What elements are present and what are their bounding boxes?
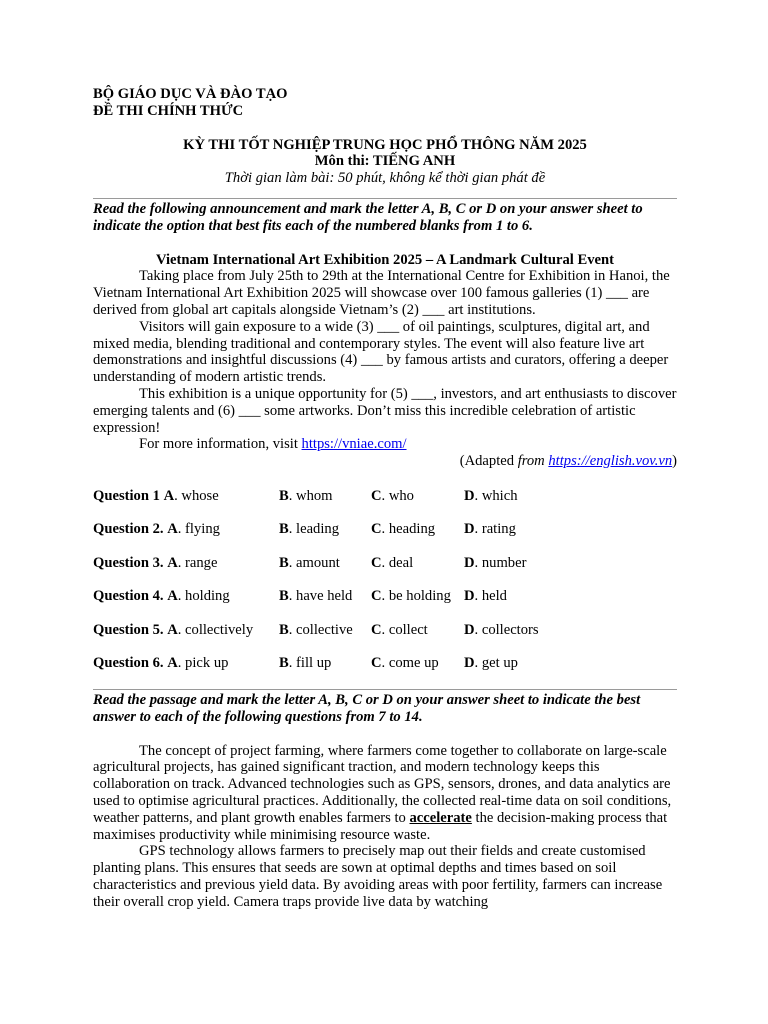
option-b: B. collective xyxy=(279,621,353,638)
announcement-paragraph: Taking place from July 25th to 29th at the International Centre for Exhibition in Hanoi, the Vietnam International Art Exhibition 2025 will showcase over 100 famous galleries (1) ___ are derived from global art capitals alongside Vietnam’s (2) ___ art institutions. xyxy=(93,268,670,318)
source-open: (Adapted xyxy=(459,453,518,470)
option-letter: A xyxy=(167,554,178,571)
question-label: Question 1 xyxy=(93,487,160,504)
option-letter: A xyxy=(167,655,178,672)
option-b: B. have held xyxy=(279,588,353,605)
option-a: Question 3. A. range xyxy=(93,554,218,571)
option-letter: A xyxy=(167,588,178,605)
option-a: Question 5. A. collectively xyxy=(93,621,254,638)
option-c: C. come up xyxy=(371,655,439,672)
section1-instruction: Read the following announcement and mark the letter A, B, C or D on your answer sheet to indicate the option that best fits each of the numbered blanks from 1 to 6. xyxy=(93,200,643,234)
option-c: C. be holding xyxy=(371,588,451,605)
option-letter: B xyxy=(279,655,289,672)
option-letter: D xyxy=(464,487,475,504)
question-label: Question 3. xyxy=(93,554,164,571)
option-c: C. heading xyxy=(371,521,436,538)
option-text: holding xyxy=(185,588,230,605)
option-text: fill up xyxy=(296,655,332,672)
exam-subject: Môn thi: TIẾNG ANH xyxy=(314,153,456,170)
option-c: C. collect xyxy=(371,621,428,638)
option-letter: D xyxy=(464,554,475,571)
exam-page xyxy=(93,86,677,911)
option-text: whom xyxy=(296,487,333,504)
passage-paragraph xyxy=(93,743,677,844)
question-label: Question 5. xyxy=(93,621,164,638)
option-d: D. number xyxy=(464,554,527,571)
option-d: D. held xyxy=(464,588,507,605)
option-text: get up xyxy=(481,655,518,672)
option-letter: A xyxy=(167,621,178,638)
question-row xyxy=(93,655,677,689)
option-a: Question 1 A. whose xyxy=(93,487,219,504)
option-b: B. fill up xyxy=(279,655,332,672)
option-letter: B xyxy=(279,588,289,605)
passage-text: the decision-making process that maximises productivity while minimising resource waste. xyxy=(93,809,668,843)
option-a: Question 6. A. pick up xyxy=(93,655,229,672)
announcement-title: Vietnam International Art Exhibition 2025 – A Landmark Cultural Event xyxy=(156,251,614,268)
option-text: who xyxy=(388,487,414,504)
option-c: C. deal xyxy=(371,554,414,571)
option-letter: C xyxy=(371,487,382,504)
option-text: collectively xyxy=(185,621,254,638)
question-row xyxy=(93,622,677,656)
question-row xyxy=(93,588,677,622)
more-info-line xyxy=(93,436,677,453)
option-letter: D xyxy=(464,655,475,672)
option-letter: D xyxy=(464,588,475,605)
option-text: deal xyxy=(388,554,414,571)
section2-instruction: Read the passage and mark the letter A, B, C or D on your answer sheet to indicate the best answer to each of the following questions from 7 to 14. xyxy=(93,691,641,725)
option-letter: B xyxy=(279,487,289,504)
more-info-text: For more information, visit xyxy=(139,436,302,453)
option-b: B. amount xyxy=(279,554,340,571)
option-letter: D xyxy=(464,621,475,638)
option-text: amount xyxy=(296,554,340,571)
question-label: Question 6. xyxy=(93,655,164,672)
option-text: be holding xyxy=(388,588,451,605)
source-close: ) xyxy=(672,453,677,470)
option-letter: C xyxy=(371,521,382,538)
vniae-link[interactable]: https://vniae.com/ xyxy=(301,436,407,453)
option-text: collectors xyxy=(481,621,539,638)
announcement-paragraph: This exhibition is a unique opportunity for (5) ___, investors, and art enthusiasts to discover emerging talents and (6) ___ some artworks. Don’t miss this incredible celebration of artistic expression! xyxy=(93,385,677,436)
option-text: heading xyxy=(388,521,436,538)
option-d: D. rating xyxy=(464,521,516,538)
option-a: Question 2. A. flying xyxy=(93,521,220,538)
source-line xyxy=(93,453,677,470)
option-text: collect xyxy=(388,621,428,638)
option-a: Question 4. A. holding xyxy=(93,588,230,605)
exam-type: ĐỀ THI CHÍNH THỨC xyxy=(93,102,244,119)
option-text: held xyxy=(481,588,507,605)
question-row xyxy=(93,521,677,555)
option-letter: C xyxy=(371,621,382,638)
option-text: pick up xyxy=(185,655,229,672)
option-text: whose xyxy=(181,487,219,504)
question-label: Question 2. xyxy=(93,521,164,538)
question-list xyxy=(93,488,677,689)
option-letter: D xyxy=(464,521,475,538)
question-row xyxy=(93,488,677,522)
option-text: number xyxy=(481,554,527,571)
option-c: C. who xyxy=(371,487,414,504)
vov-link[interactable]: https://english.vov.vn xyxy=(548,453,673,470)
option-text: come up xyxy=(388,655,439,672)
option-text: rating xyxy=(481,521,516,538)
option-d: D. collectors xyxy=(464,621,539,638)
question-label: Question 4. xyxy=(93,588,164,605)
option-d: D. get up xyxy=(464,655,518,672)
option-letter: B xyxy=(279,521,289,538)
option-letter: B xyxy=(279,621,289,638)
ministry-name: BỘ GIÁO DỤC VÀ ĐÀO TẠO xyxy=(93,86,288,102)
highlighted-word: accelerate xyxy=(409,809,472,826)
option-text: range xyxy=(185,554,218,571)
question-row xyxy=(93,555,677,589)
option-letter: B xyxy=(279,554,289,571)
option-letter: A xyxy=(167,521,178,538)
option-letter: C xyxy=(371,554,382,571)
option-text: leading xyxy=(296,521,339,538)
option-b: B. whom xyxy=(279,487,333,504)
option-letter: A xyxy=(163,487,175,504)
option-d: D. which xyxy=(464,487,518,504)
option-text: flying xyxy=(185,521,220,538)
option-b: B. leading xyxy=(279,521,339,538)
option-letter: C xyxy=(371,655,382,672)
option-text: which xyxy=(481,487,518,504)
option-text: collective xyxy=(296,621,353,638)
passage-text: The concept of project farming, where farmers come together to collaborate on large-scale agricultural projects, has gained significant traction, and modern technology keeps this collaboration on track. Advanced technologies such as GPS, sensors, drones, and data analytics are used to optimise agricultural practices. Additionally, the collected real-time data on soil conditions, weather patterns, and plant growth enables farmers to xyxy=(93,742,672,826)
exam-title: KỲ THI TỐT NGHIỆP TRUNG HỌC PHỔ THÔNG NĂM 2025 xyxy=(183,136,587,153)
option-text: have held xyxy=(296,588,353,605)
passage-paragraph: GPS technology allows farmers to precisely map out their fields and create customised planting plans. This ensures that seeds are sown at optimal depths and times based on soil characteristics and previous yield data. By avoiding areas with poor fertility, farmers can increase their overall crop yield. Camera traps provide live data by watching xyxy=(93,843,663,910)
exam-time: Thời gian làm bài: 50 phút, không kể thời gian phát đề xyxy=(224,170,546,187)
announcement-paragraph: Visitors will gain exposure to a wide (3) ___ of oil paintings, sculptures, digital art, and mixed media, blending traditional and contemporary styles. The event will also feature live art demonstrations and insightful discussions (4) ___ by famous artists and curators, offering a deeper understanding of modern artistic trends. xyxy=(93,318,669,386)
source-from: from xyxy=(517,453,545,470)
option-letter: C xyxy=(371,588,382,605)
